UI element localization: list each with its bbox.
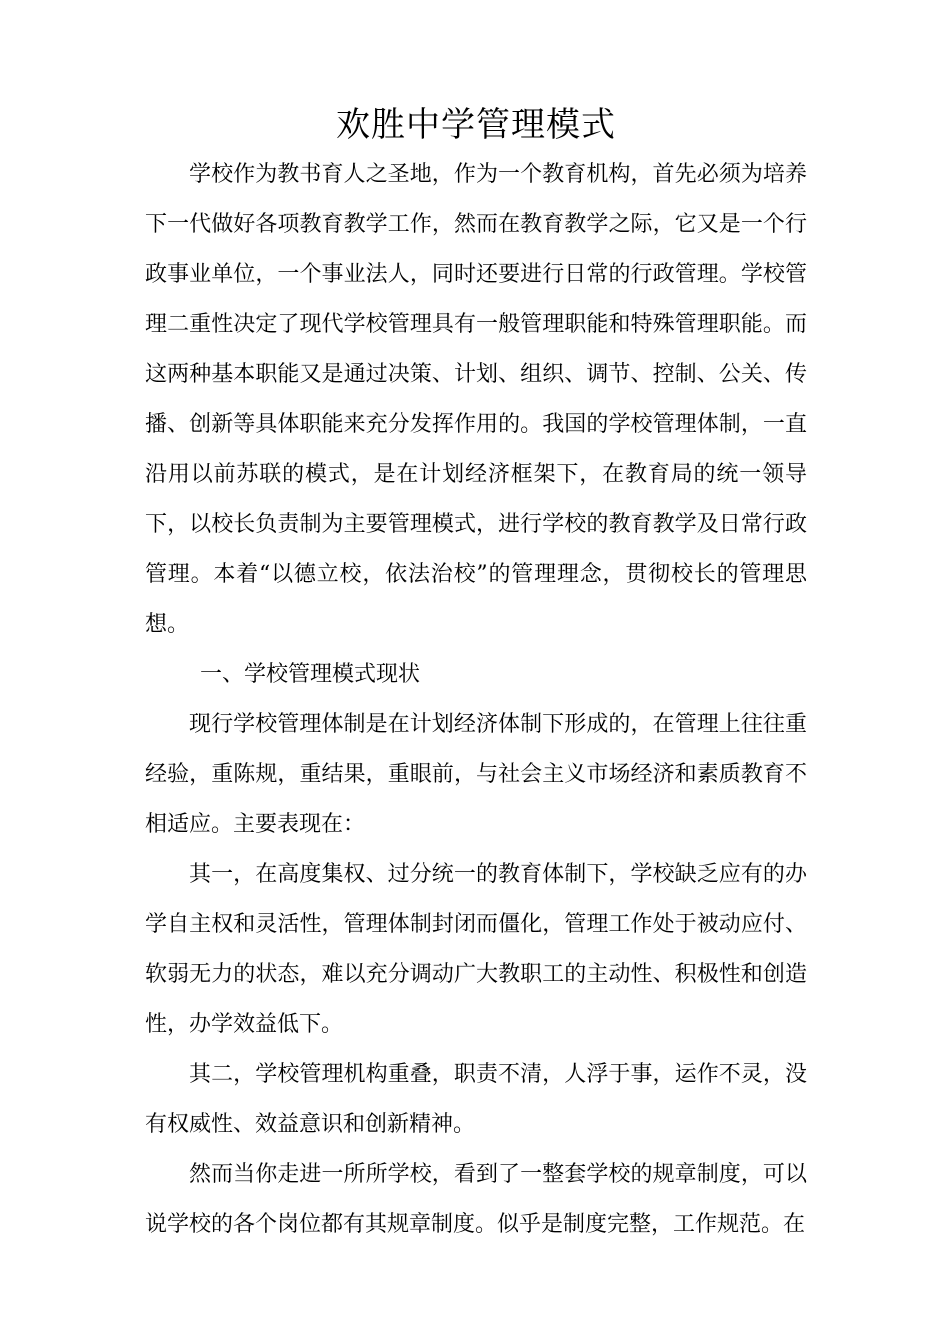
section-paragraph-1: 现行学校管理体制是在计划经济体制下形成的，在管理上往往重经验，重陈规，重结果，重眼前，与社会主义市场经济和素质教育不相适应。主要表现在： (145, 712, 807, 837)
section-paragraph-2: 其一，在高度集权、过分统一的教育体制下，学校缺乏应有的办学自主权和灵活性，管理体制封闭而僵化，管理工作处于被动应付、软弱无力的状态，难以充分调动广大教职工的主动性、积极性和创造性，办学效益低下。 (145, 862, 807, 1037)
section-paragraph-3: 其二，学校管理机构重叠，职责不清，人浮于事，运作不灵，没有权威性、效益意识和创新精神。 (145, 1062, 807, 1137)
document-title: 欢胜中学管理模式 (336, 105, 616, 145)
section-heading: 一、学校管理模式现状 (200, 662, 421, 687)
intro-paragraph: 学校作为教书育人之圣地，作为一个教育机构，首先必须为培养下一代做好各项教育教学工作，然而在教育教学之际，它又是一个行政事业单位，一个事业法人，同时还要进行日常的行政管理。学校管理二重性决定了现代学校管理具有一般管理职能和特殊管理职能。而这两种基本职能又是通过决策、计划、组织、调节、控制、公关、传播、创新等具体职能来充分发挥作用的。我国的学校管理体制，一直沿用以前苏联的模式，是在计划经济框架下，在教育局的统一领导下，以校长负责制为主要管理模式，进行学校的教育教学及日常行政管理。本着“以德立校，依法治校”的管理理念，贯彻校长的管理思想。 (145, 162, 807, 637)
document-page (145, 0, 807, 1250)
section-paragraph-4: 然而当你走进一所所学校，看到了一整套学校的规章制度，可以说学校的各个岗位都有其规章制度。似乎是制度完整，工作规范。在 (145, 1162, 807, 1237)
